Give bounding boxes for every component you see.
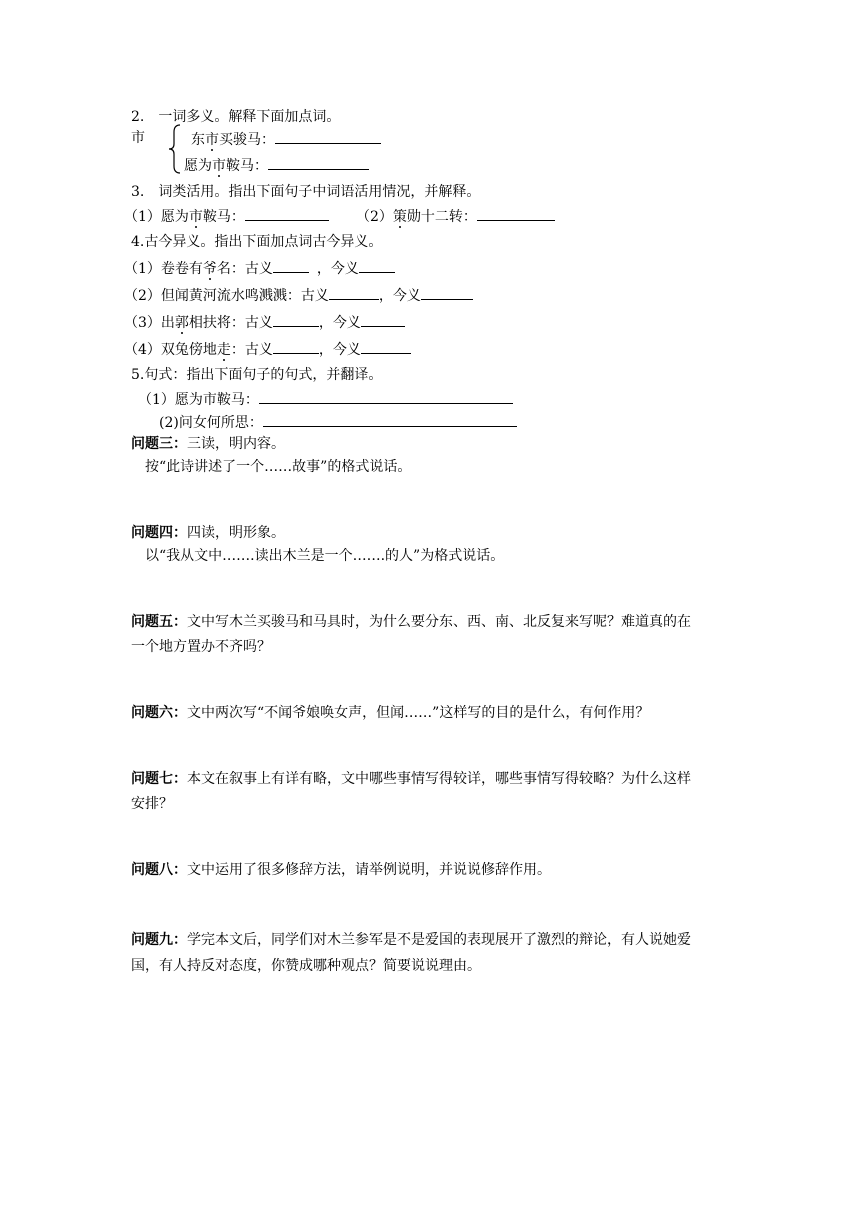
problem-6: 问题六：文中两次写“不闻爷娘唤女声，但闻……”这样写的目的是什么，有何作用？	[131, 705, 650, 721]
answer-blank[interactable]	[268, 157, 369, 170]
answer-blank[interactable]	[275, 131, 381, 144]
problem-9: 问题九：学完本文后，同学们对木兰参军是不是爱国的表现展开了激烈的辩论，有人说她爱	[131, 932, 691, 948]
problem-5: 问题五：文中写木兰买骏马和马具时，为什么要分东、西、南、北反复来写呢？难道真的在	[131, 614, 691, 630]
problem-3-sub: 按“此诗讲述了一个……故事”的格式说话。	[145, 459, 412, 475]
q5-item2: (2)问女何所思：	[159, 414, 517, 430]
q3-item2: （2）策勋十二转：	[356, 208, 555, 224]
answer-blank[interactable]	[273, 341, 319, 354]
answer-blank[interactable]	[329, 287, 379, 300]
answer-blank[interactable]	[273, 314, 319, 327]
q3-item1: （1）愿为市鞍马：	[124, 208, 329, 224]
q4-item: （2）但闻黄河流水鸣溅溅：古义 ，今义	[124, 287, 473, 303]
answer-blank[interactable]	[245, 208, 329, 221]
answer-blank[interactable]	[361, 341, 411, 354]
problem-3: 问题三：三读，明内容。	[131, 436, 285, 452]
problem-7: 问题七：本文在叙事上有详有略，文中哪些事情写得较详，哪些事情写得较略？为什么这样	[131, 771, 691, 787]
answer-blank[interactable]	[359, 260, 395, 273]
q2-line1: 东市买骏马：	[191, 131, 381, 147]
answer-blank[interactable]	[361, 314, 405, 327]
problem-8: 问题八：文中运用了很多修辞方法，请举例说明，并说说修辞作用。	[131, 862, 551, 878]
q3-heading: 3. 词类活用。指出下面句子中词语活用情况，并解释。	[131, 184, 481, 200]
answer-blank[interactable]	[421, 287, 473, 300]
q2-line2: 愿为市鞍马：	[184, 157, 369, 173]
problem-5-cont: 一个地方置办不齐吗？	[131, 639, 271, 655]
problem-9-cont: 国，有人持反对态度，你赞成哪种观点？简要说说理由。	[131, 958, 481, 974]
answer-blank[interactable]	[477, 208, 555, 221]
q2-heading: 2. 一词多义。解释下面加点词。	[131, 109, 341, 125]
q4-heading: 4.古今异义。指出下面加点词古今异义。	[131, 234, 383, 250]
q4-item: （1）卷卷有爷名：古义 ，今义	[124, 260, 395, 276]
q5-item1: （1）愿为市鞍马：	[138, 391, 513, 407]
problem-4: 问题四：四读，明形象。	[131, 525, 285, 541]
answer-blank[interactable]	[273, 260, 309, 273]
q2-word: 市	[131, 130, 145, 146]
problem-4-sub: 以“我从文中…….读出木兰是一个…….的人”为格式说话。	[145, 548, 505, 564]
q5-heading: 5.句式：指出下面句子的句式，并翻译。	[131, 367, 383, 383]
brace-icon	[168, 124, 182, 174]
problem-7-cont: 安排？	[131, 796, 173, 812]
answer-blank[interactable]	[263, 414, 517, 427]
q4-item: （4）双兔傍地走：古义 ，今义	[124, 341, 411, 357]
q4-item: （3）出郭相扶将：古义 ，今义	[124, 314, 405, 330]
answer-blank[interactable]	[259, 391, 513, 404]
